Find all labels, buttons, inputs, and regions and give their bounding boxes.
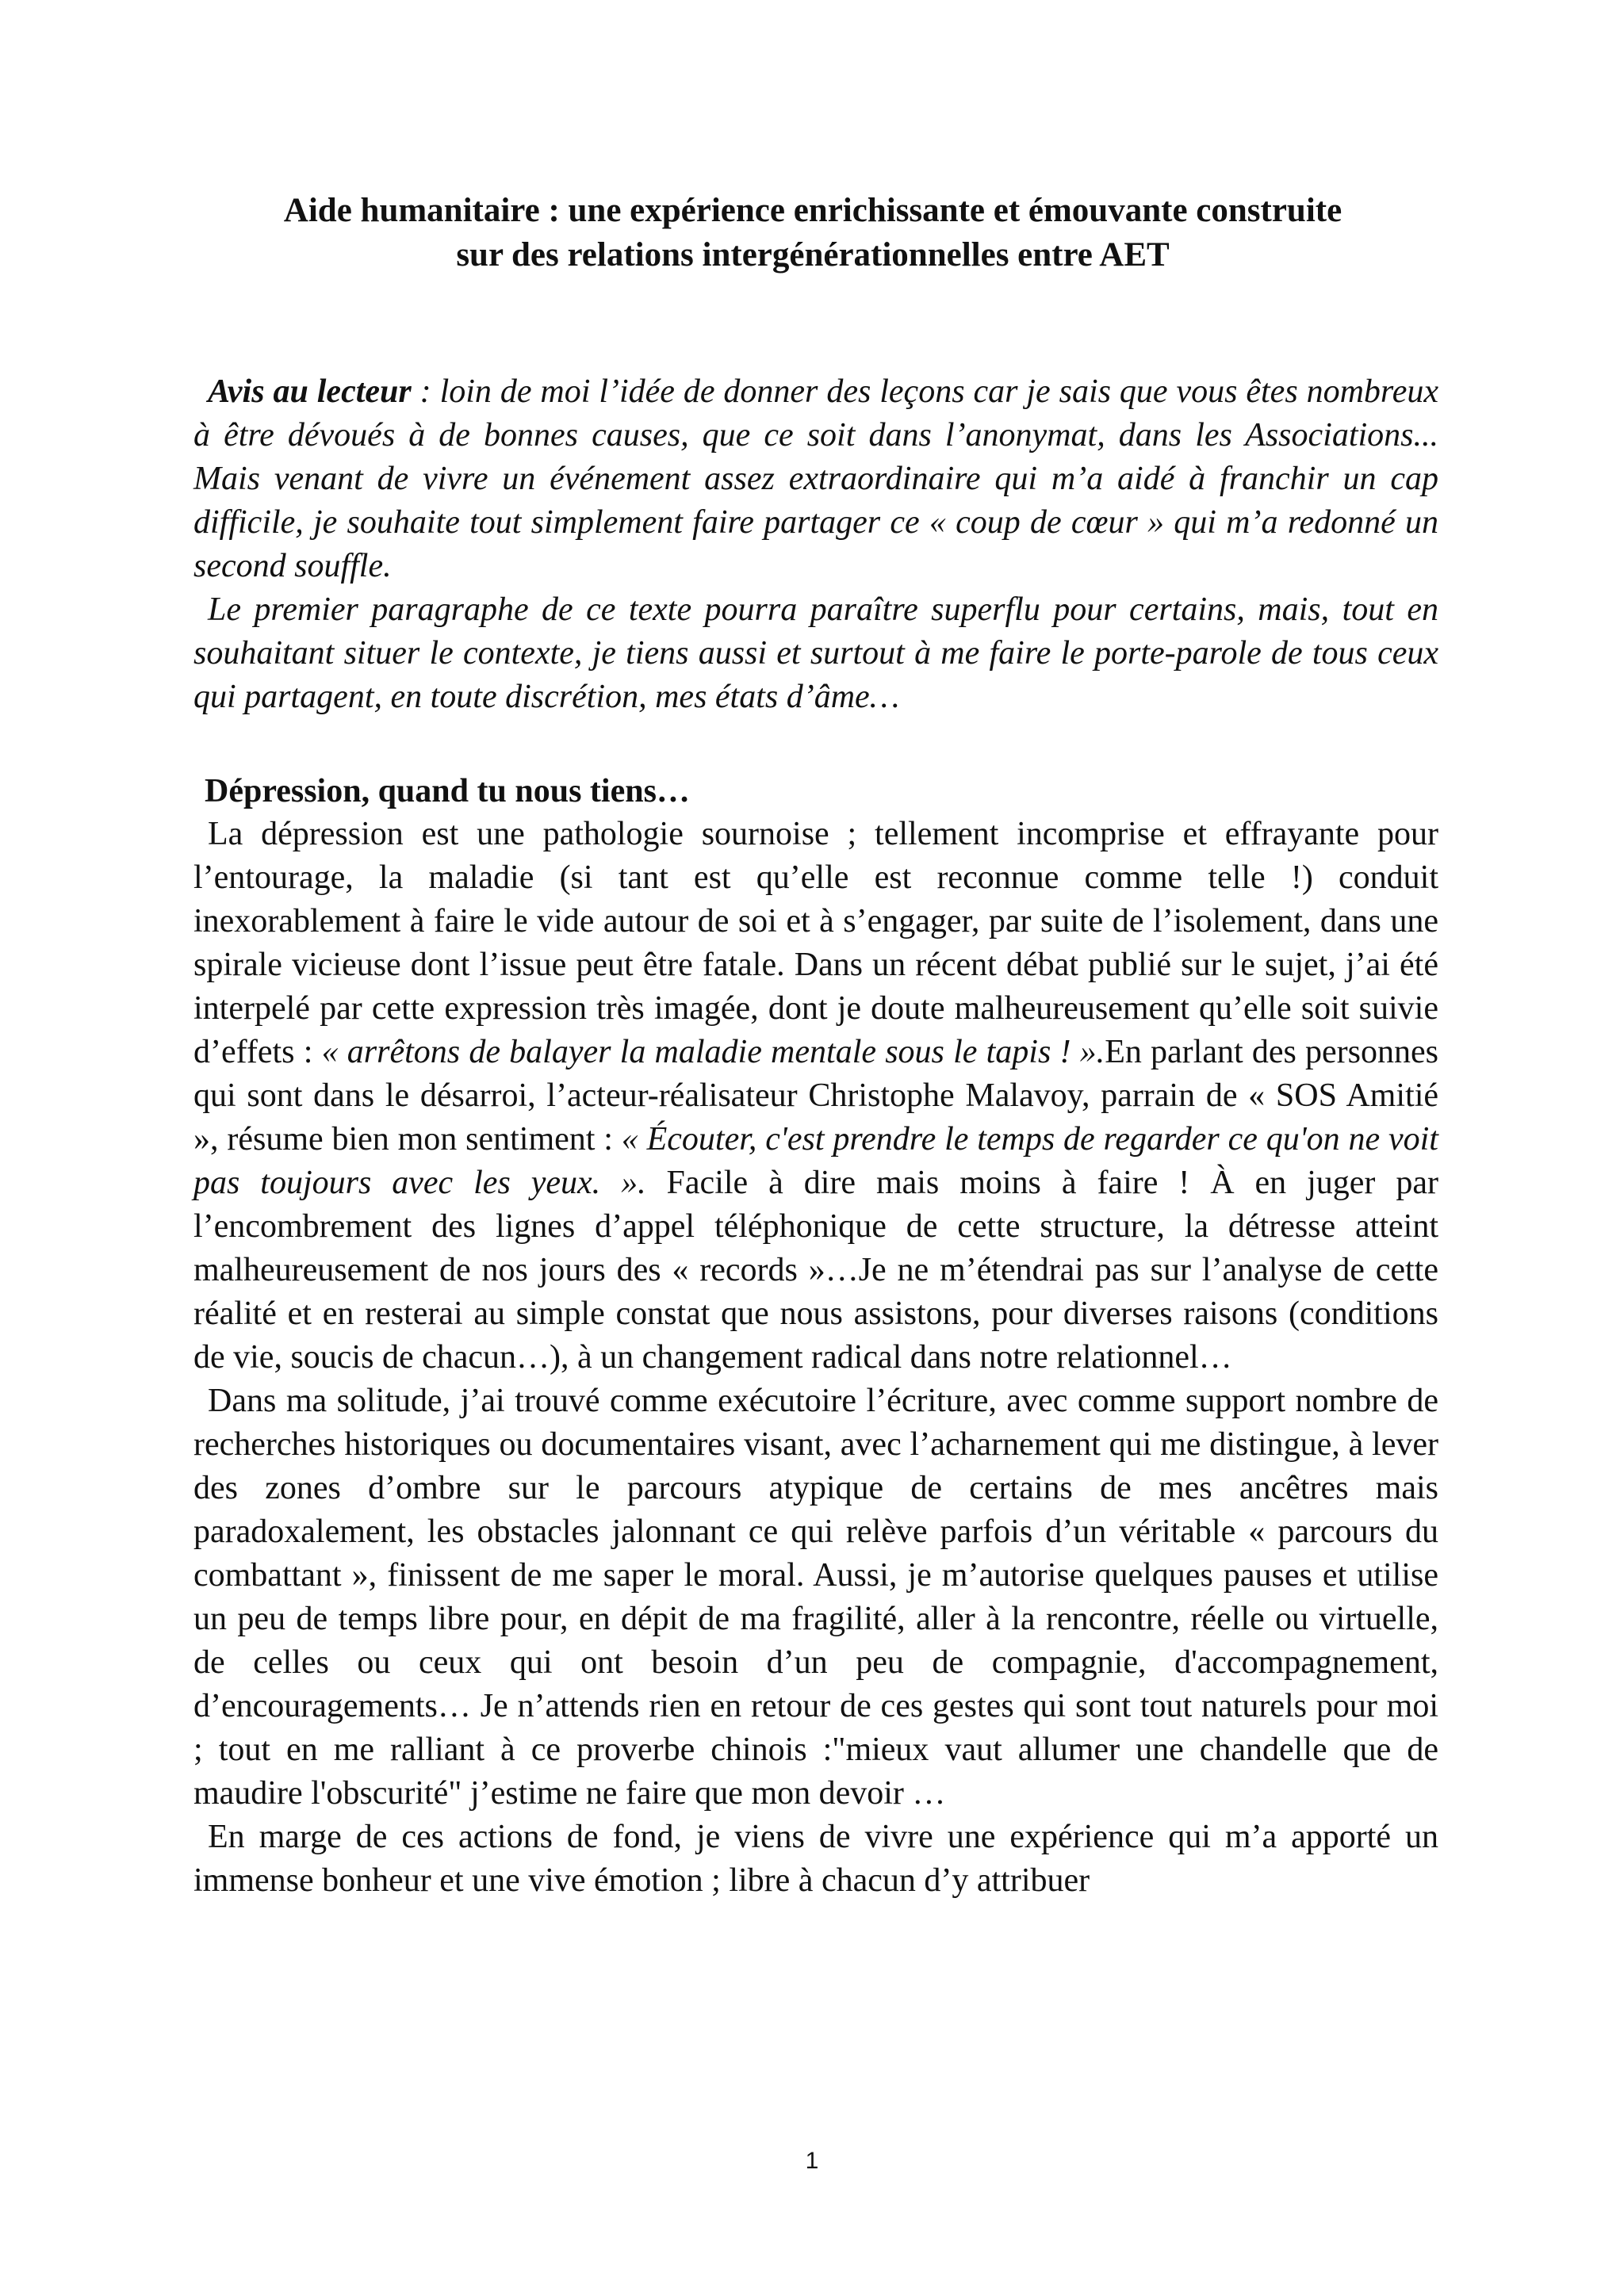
- section-body: [193, 813, 1438, 1903]
- section-paragraph-3: En marge de ces actions de fond, je viens de vivre une expérience qui m’a apporté un immense bonheur et une vive émotion ; libre à chacun d’y attribuer: [193, 1819, 1438, 1899]
- paragraph-1-quote-2: « Écouter, c'est prendre le temps de regarder ce qu'on ne voit pas toujours avec les yeux. ».: [193, 1121, 1438, 1201]
- reader-notice-paragraph-2: Le premier paragraphe de ce texte pourra paraître superflu pour certains, mais, tout en souhaitant situer le contexte, je tiens aussi et surtout à me faire le porte-parole de tous ceux qui partagent, en toute discrétion, mes états d’âme…: [193, 591, 1438, 715]
- title-line-2: sur des relations intergénérationnelles entre AET: [456, 236, 1170, 274]
- paragraph-1-text-c: Facile à dire mais moins à faire ! À en juger par l’encombrement des lignes d’appel téléphonique de cette structure, la détresse atteint malheureusement de nos jours des « records »…Je ne m’étendrai pas sur l’analyse de cette réalité et en resterai au simple constat que nous assistons, pour diverses raisons (conditions de vie, soucis de chacun…), à un changement radical dans notre relationnel…: [193, 1165, 1438, 1376]
- section-paragraph-2: Dans ma solitude, j’ai trouvé comme exécutoire l’écriture, avec comme support nombre de recherches historiques ou documentaires visant, avec l’acharnement qui me distingue, à lever des zones d’ombre sur le parcours atypique de certains de mes ancêtres mais paradoxalement, les obstacles jalonnant ce qui relève parfois d’un véritable « parcours du combattant », finissent de me saper le moral. Aussi, je m’autorise quelques pauses et utilise un peu de temps libre pour, en dépit de ma fragilité, aller à la rencontre, réelle ou virtuelle, de celles ou ceux qui ont besoin d’un peu de compagnie, d'accompagnement, d’encouragements… Je n’attends rien en retour de ces gestes qui sont tout naturels pour moi ; tout en me ralliant à ce proverbe chinois :"mieux vaut allumer une chandelle que de maudire l'obscurité" j’estime ne faire que mon devoir …: [193, 1383, 1438, 1812]
- section-heading: Dépression, quand tu nous tiens…: [205, 773, 690, 809]
- paragraph-1-text-b: En parlant des personnes qui sont dans le désarroi, l’acteur-réalisateur Christophe Malavoy, parrain de « SOS Amitié », résume bien mon sentiment :: [193, 1034, 1438, 1158]
- title-line-1: Aide humanitaire : une expérience enrichissante et émouvante construite: [283, 192, 1342, 229]
- reader-notice-text: : loin de moi l’idée de donner des leçons car je sais que vous êtes nombreux à être dévoués à de bonnes causes, que ce soit dans l’anonymat, dans les Associations... Mais venant de vivre un événement assez extraordinaire qui m’a aidé à franchir un cap difficile, je souhaite tout simplement faire partager ce « coup de cœur » qui m’a redonné un second souffle.: [193, 373, 1438, 584]
- document-title: [159, 189, 1467, 277]
- reader-notice: [193, 370, 1438, 719]
- reader-notice-paragraph-1: [193, 370, 1438, 588]
- reader-notice-label: Avis au lecteur: [208, 373, 412, 410]
- section-paragraph-1: [193, 813, 1438, 1380]
- paragraph-1-text-a: La dépression est une pathologie sournoise ; tellement incomprise et effrayante pour l’entourage, la maladie (si tant est qu’elle est reconnue comme telle !) conduit inexorablement à faire le vide autour de soi et à s’engager, par suite de l’isolement, dans une spirale vicieuse dont l’issue peut être fatale. Dans un récent débat publié sur le sujet, j’ai été interpelé par cette expression très imagée, dont je doute malheureusement qu’elle soit suivie d’effets :: [193, 816, 1438, 1070]
- page-number: 1: [805, 2148, 819, 2174]
- paragraph-1-quote-1: « arrêtons de balayer la maladie mentale sous le tapis ! ».: [321, 1034, 1105, 1070]
